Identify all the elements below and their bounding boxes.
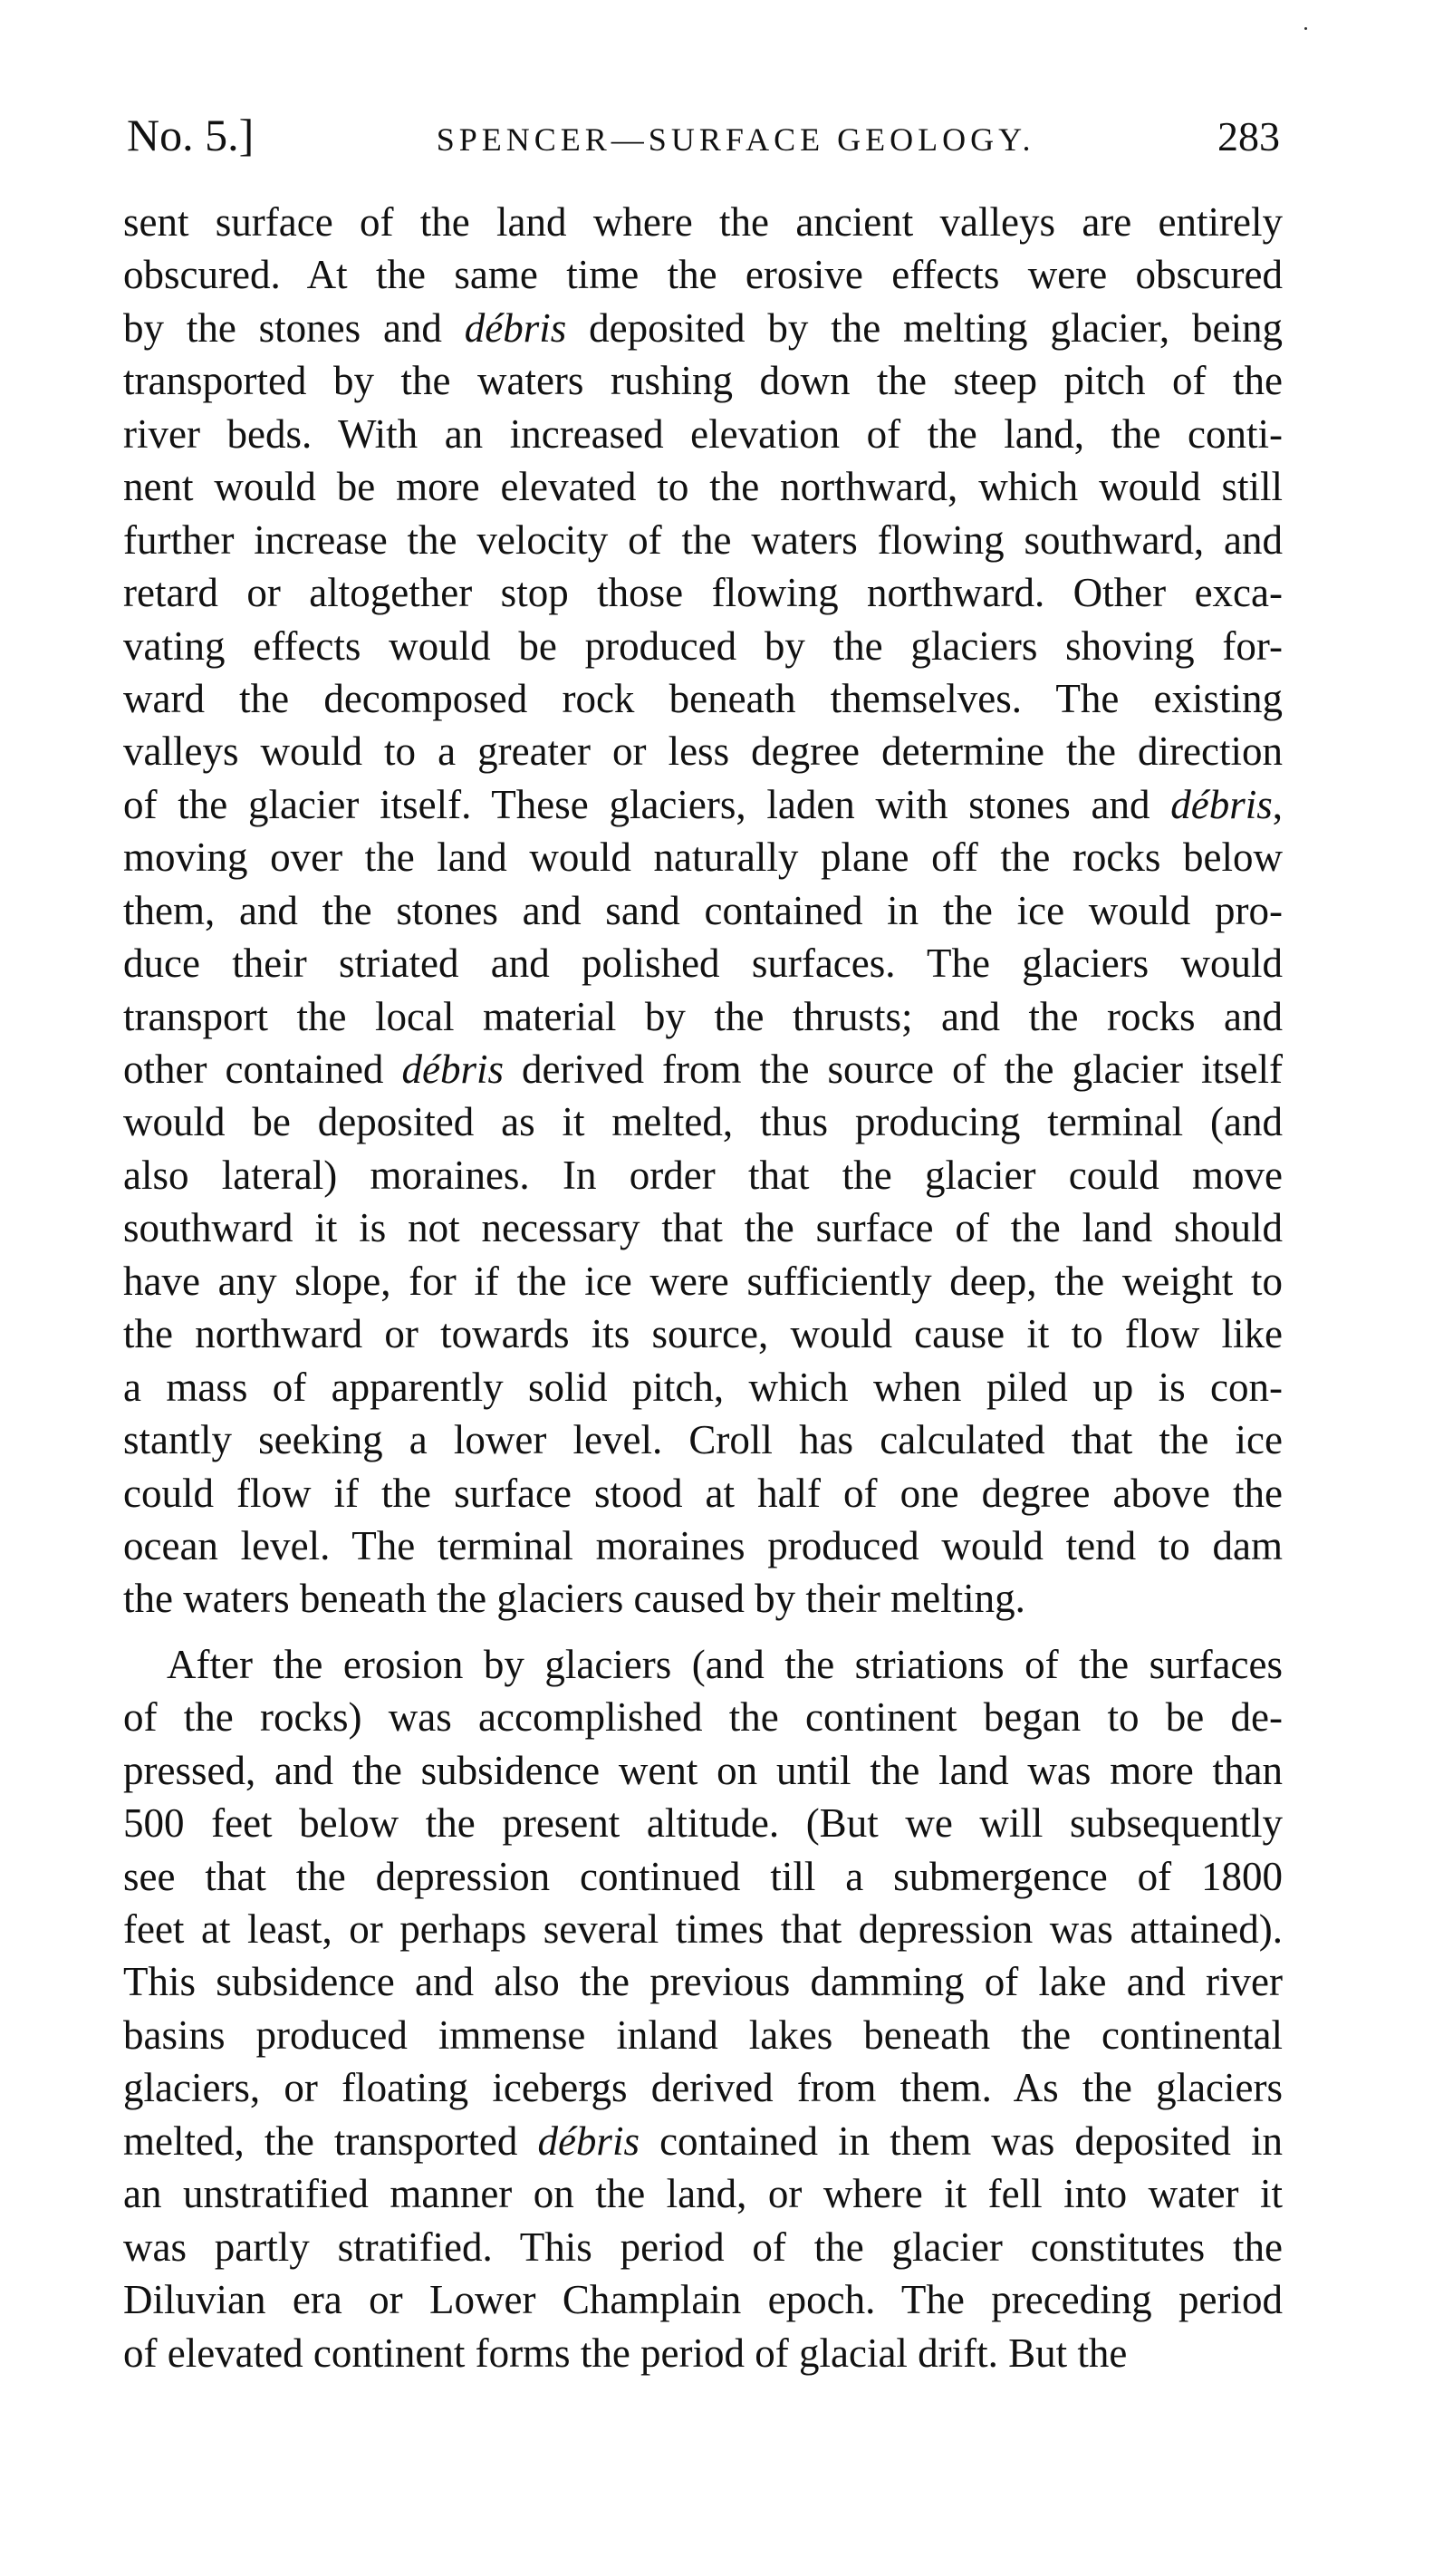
italic-term: débris [401,1047,504,1092]
text-line: southward it is not necessary that the surface of the land should [123,1205,1283,1251]
text-line: transported by the waters rushing down the steep pitch of the [123,358,1283,404]
text-line: other contained débris derived from the source of the glacier itself [123,1047,1283,1092]
running-header [127,109,1280,167]
text-line: them, and the stones and sand contained in the ice would pro- [123,887,1283,933]
text-line: the waters beneath the glaciers caused by their melting. [123,1576,1025,1622]
italic-term: débris [464,304,567,351]
text-line: of elevated continent forms the period of glacial drift. But the [123,2330,1128,2376]
text-line: also lateral) moraines. In order that the glacier could move [123,1152,1283,1198]
text-line: basins produced immense inland lakes beneath the continental [123,2012,1283,2058]
text-line: ward the decomposed rock beneath themselves. The existing [123,675,1283,721]
text-line: pressed, and the subsidence went on until the land was more than [123,1747,1283,1793]
text-line: of the glacier itself. These glaciers, laden with stones and débris, [123,781,1283,827]
text-line: moving over the land would naturally plane off the rocks below [123,835,1283,881]
text-line: duce their striated and polished surfaces. The glaciers would [123,941,1283,987]
page-number: 283 [1217,113,1280,159]
text-line: feet at least, or perhaps several times that depression was attained). [123,1906,1283,1952]
text-line: Diluvian era or Lower Champlain epoch. The preceding period [123,2277,1283,2323]
text-line: the northward or towards its source, would cause it to flow like [123,1311,1283,1357]
text-line: an unstratified manner on the land, or where it fell into water it [123,2171,1283,2217]
text-line: stantly seeking a lower level. Croll has calculated that the ice [123,1417,1283,1463]
text-line: glaciers, or floating icebergs derived from them. As the glaciers [123,2065,1283,2111]
running-title: SPENCER—SURFACE GEOLOGY. [436,121,1035,158]
text-line: ocean level. The terminal moraines produced would tend to dam [123,1522,1283,1568]
paragraph [123,196,1283,1626]
text-line: retard or altogether stop those flowing northward. Other exca- [123,570,1283,616]
text-line: This subsidence and also the previous damming of lake and river [123,1959,1283,2005]
text-line: have any slope, for if the ice were sufficiently deep, the weight to [123,1258,1283,1304]
paragraph [123,1638,1283,2379]
italic-term: débris [537,2118,640,2164]
text-line: obscured. At the same time the erosive effects were obscured [123,252,1283,298]
text-line: was partly stratified. This period of the glacier constitutes the [123,2224,1283,2270]
text-line: sent surface of the land where the ancient valleys are entirely [123,199,1283,245]
text-line: by the stones and débris deposited by the melting glacier, being [123,304,1283,351]
italic-term: débris [1170,781,1273,827]
text-line: of the rocks) was accomplished the continent began to be de- [123,1694,1283,1741]
text-line: further increase the velocity of the waters flowing southward, and [123,516,1283,563]
print-speck [1304,27,1307,30]
text-line: valleys would to a greater or less degree determine the direction [123,728,1283,775]
text-line: could flow if the surface stood at half of one degree above the [123,1470,1283,1516]
text-line: river beds. With an increased elevation of the land, the conti- [123,410,1283,457]
text-line: 500 feet below the present altitude. (But we will subsequently [123,1800,1283,1847]
body-text [123,196,1283,2379]
text-line: nent would be more elevated to the northward, which would still [123,464,1283,510]
text-line: After the erosion by glaciers (and the striations of the surfaces [167,1641,1283,1687]
text-line: a mass of apparently solid pitch, which when piled up is con- [123,1364,1283,1410]
text-line: see that the depression continued till a submergence of 1800 [123,1853,1283,1899]
text-line: transport the local material by the thrusts; and the rocks and [123,993,1283,1039]
text-line: melted, the transported débris contained in them was deposited in [123,2118,1283,2164]
text-line: would be deposited as it melted, thus producing terminal (and [123,1099,1283,1145]
text-line: vating effects would be produced by the glaciers shoving for- [123,622,1283,669]
issue-number: No. 5.] [127,110,255,160]
